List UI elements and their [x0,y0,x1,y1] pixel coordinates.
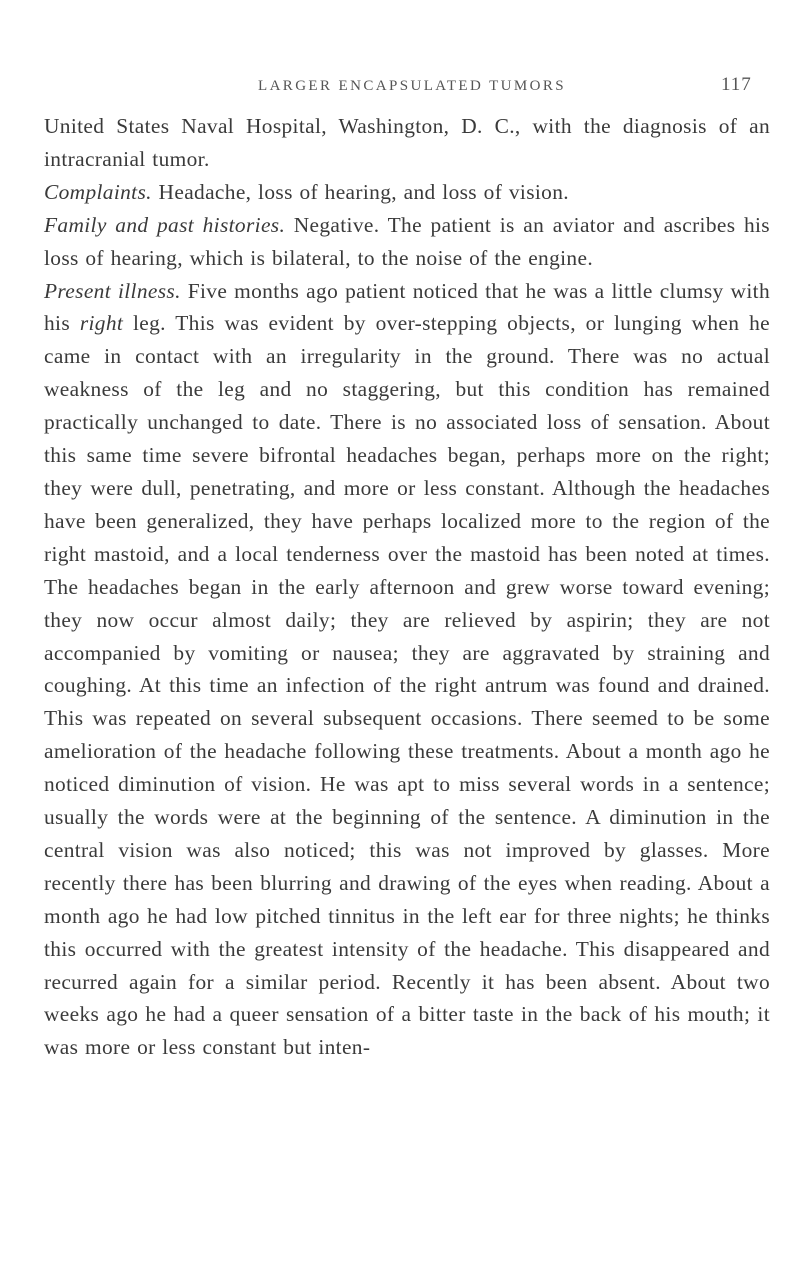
page-number: 117 [721,74,752,95]
body-text [44,110,770,1064]
paragraph-complaints [44,176,770,209]
present-illness-text-rest: leg. This was evident by over-stepping objects, or lunging when he came in contact with an irregularity in the ground. There was no actual weakness of the leg and no staggering, but this condition has remained practically unchanged to date. There is no associated loss of sensation. About this same time severe bifrontal headaches began, perhaps more on the right; they were dull, penetrating, and more or less constant. Although the headaches have been generalized, they have perhaps localized more to the region of the right mastoid, and a local tenderness over the mastoid has been noted at times. The headaches began in the early afternoon and grew worse toward evening; they now occur almost daily; they are relieved by aspirin; they are not accompanied by vomiting or nausea; they are aggravated by straining and coughing. At this time an infection of the right antrum was found and drained. This was repeated on several subsequent occasions. There seemed to be some amelioration of the headache following these treatments. About a month ago he noticed diminution of vision. He was apt to miss several words in a sentence; usually the words were at the beginning of the sentence. A diminution in the central vision was also noticed; this was not improved by glasses. More recently there has been blurring and drawing of the eyes when reading. About a month ago he had low pitched tinnitus in the left ear for three nights; he thinks this occurred with the greatest intensity of the headache. This disappeared and recurred again for a similar period. Recently it has been absent. About two weeks ago he had a queer sensation of a bitter taste in the back of his mouth; it was more or less constant but inten- [44,311,771,1060]
family-history-heading: Family and past histories. [44,212,286,237]
running-head: LARGER ENCAPSULATED TUMORS [258,78,566,94]
family-history-text: Negative. The patient is an aviator and ascribes his loss of hearing, which is bilateral, to the noise of the engine. [44,212,770,270]
paragraph-family-history [44,209,770,275]
paragraph-opening [44,110,770,176]
opening-text: United States Naval Hospital, Washington, D. C., with the diagnosis of an intracranial tumor. [44,114,770,171]
present-illness-emphasis: right [79,311,124,336]
paragraph-present-illness [44,275,770,1065]
present-illness-text-start: Five months ago patient noticed that he was a little clumsy with his [44,278,770,336]
present-illness-heading: Present illness. [44,278,181,303]
complaints-heading: Complaints. [44,179,152,204]
complaints-text: Headache, loss of hearing, and loss of vision. [151,179,569,204]
